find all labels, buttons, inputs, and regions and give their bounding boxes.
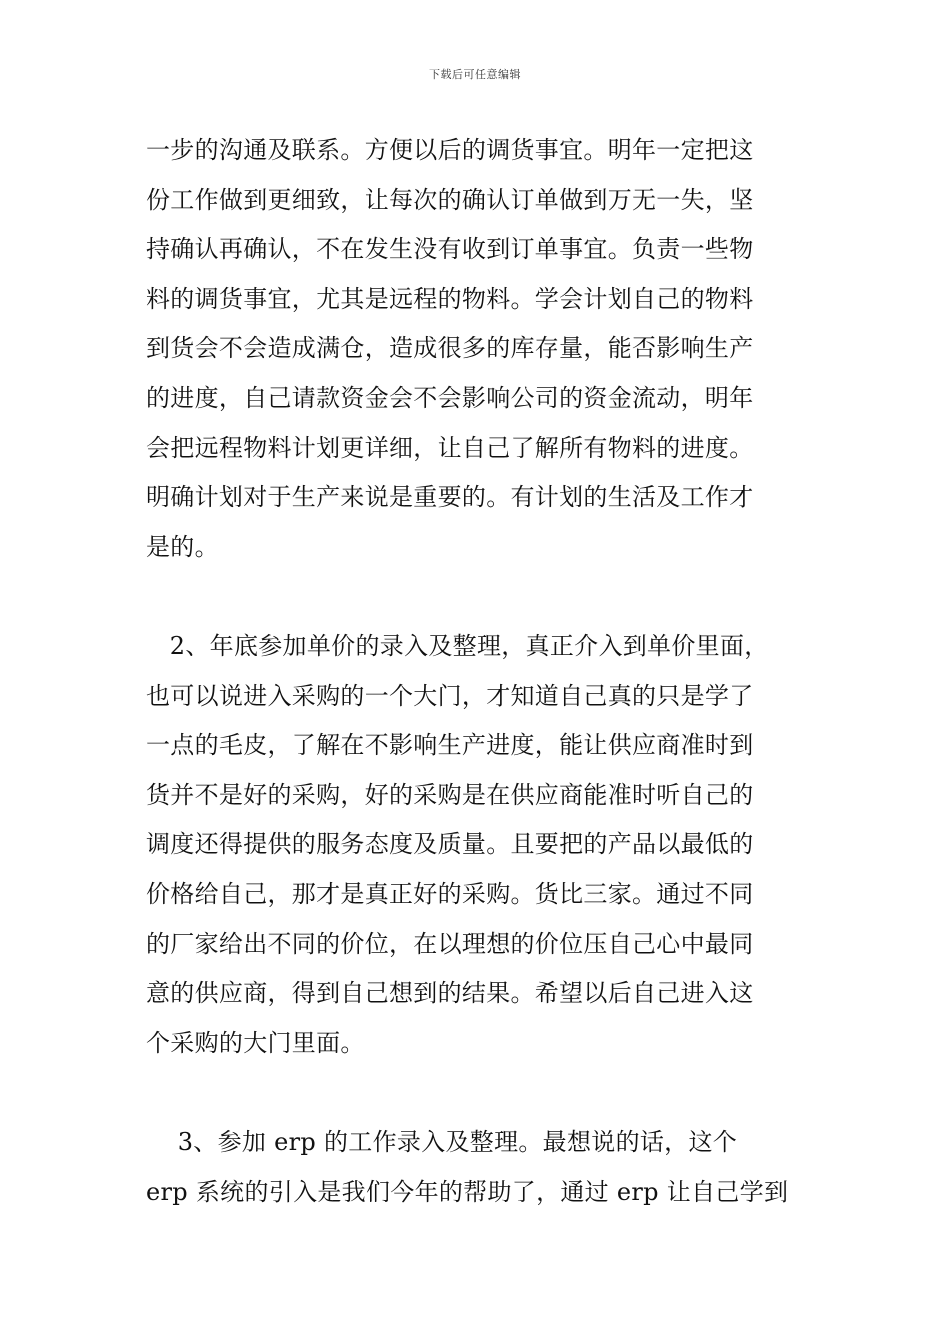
text-line: 价格给自己，那才是真正好的采购。货比三家。通过不同 (146, 879, 754, 908)
text-line: 调度还得提供的服务态度及质量。且要把的产品以最低的 (146, 830, 754, 859)
page-header: 下载后可任意编辑 (429, 68, 521, 81)
text-line: 到货会不会造成满仓，造成很多的库存量，能否影响生产 (146, 334, 754, 363)
text-line: 明确计划对于生产来说是重要的。有计划的生活及工作才 (146, 483, 754, 512)
paragraph-2 (146, 622, 810, 1068)
text-line: 的进度，自己请款资金会不会影响公司的资金流动，明年 (146, 383, 754, 412)
text-line: 2、年底参加单价的录入及整理，真正介入到单价里面， (146, 632, 769, 660)
paragraph-3 (146, 1118, 810, 1217)
text-line: 也可以说进入采购的一个大门，才知道自己真的只是学了 (146, 681, 754, 710)
text-line: 持确认再确认，不在发生没有收到订单事宜。负责一些物 (146, 235, 754, 264)
text-line: 货并不是好的采购，好的采购是在供应商能准时听自己的 (146, 780, 754, 809)
text-line: 是的。 (146, 532, 219, 561)
paragraph-1 (146, 126, 810, 572)
text-line: 个采购的大门里面。 (146, 1028, 365, 1057)
text-line: erp 系统的引入是我们今年的帮助了，通过 erp 让自己学到 (146, 1177, 789, 1206)
text-line: 份工作做到更细致，让每次的确认订单做到万无一失，坚 (146, 185, 754, 214)
text-line: 一点的毛皮，了解在不影响生产进度，能让供应商准时到 (146, 731, 754, 760)
text-line: 料的调货事宜，尤其是远程的物料。学会计划自己的物料 (146, 284, 754, 313)
text-line: 一步的沟通及联系。方便以后的调货事宜。明年一定把这 (146, 136, 754, 164)
text-line: 的厂家给出不同的价位，在以理想的价位压自己心中最同 (146, 929, 754, 958)
text-line: 意的供应商，得到自己想到的结果。希望以后自己进入这 (146, 979, 754, 1008)
text-line: 会把远程物料计划更详细，让自己了解所有物料的进度。 (146, 433, 754, 462)
text-line: 3、参加 erp 的工作录入及整理。最想说的话，这个 (146, 1128, 738, 1156)
